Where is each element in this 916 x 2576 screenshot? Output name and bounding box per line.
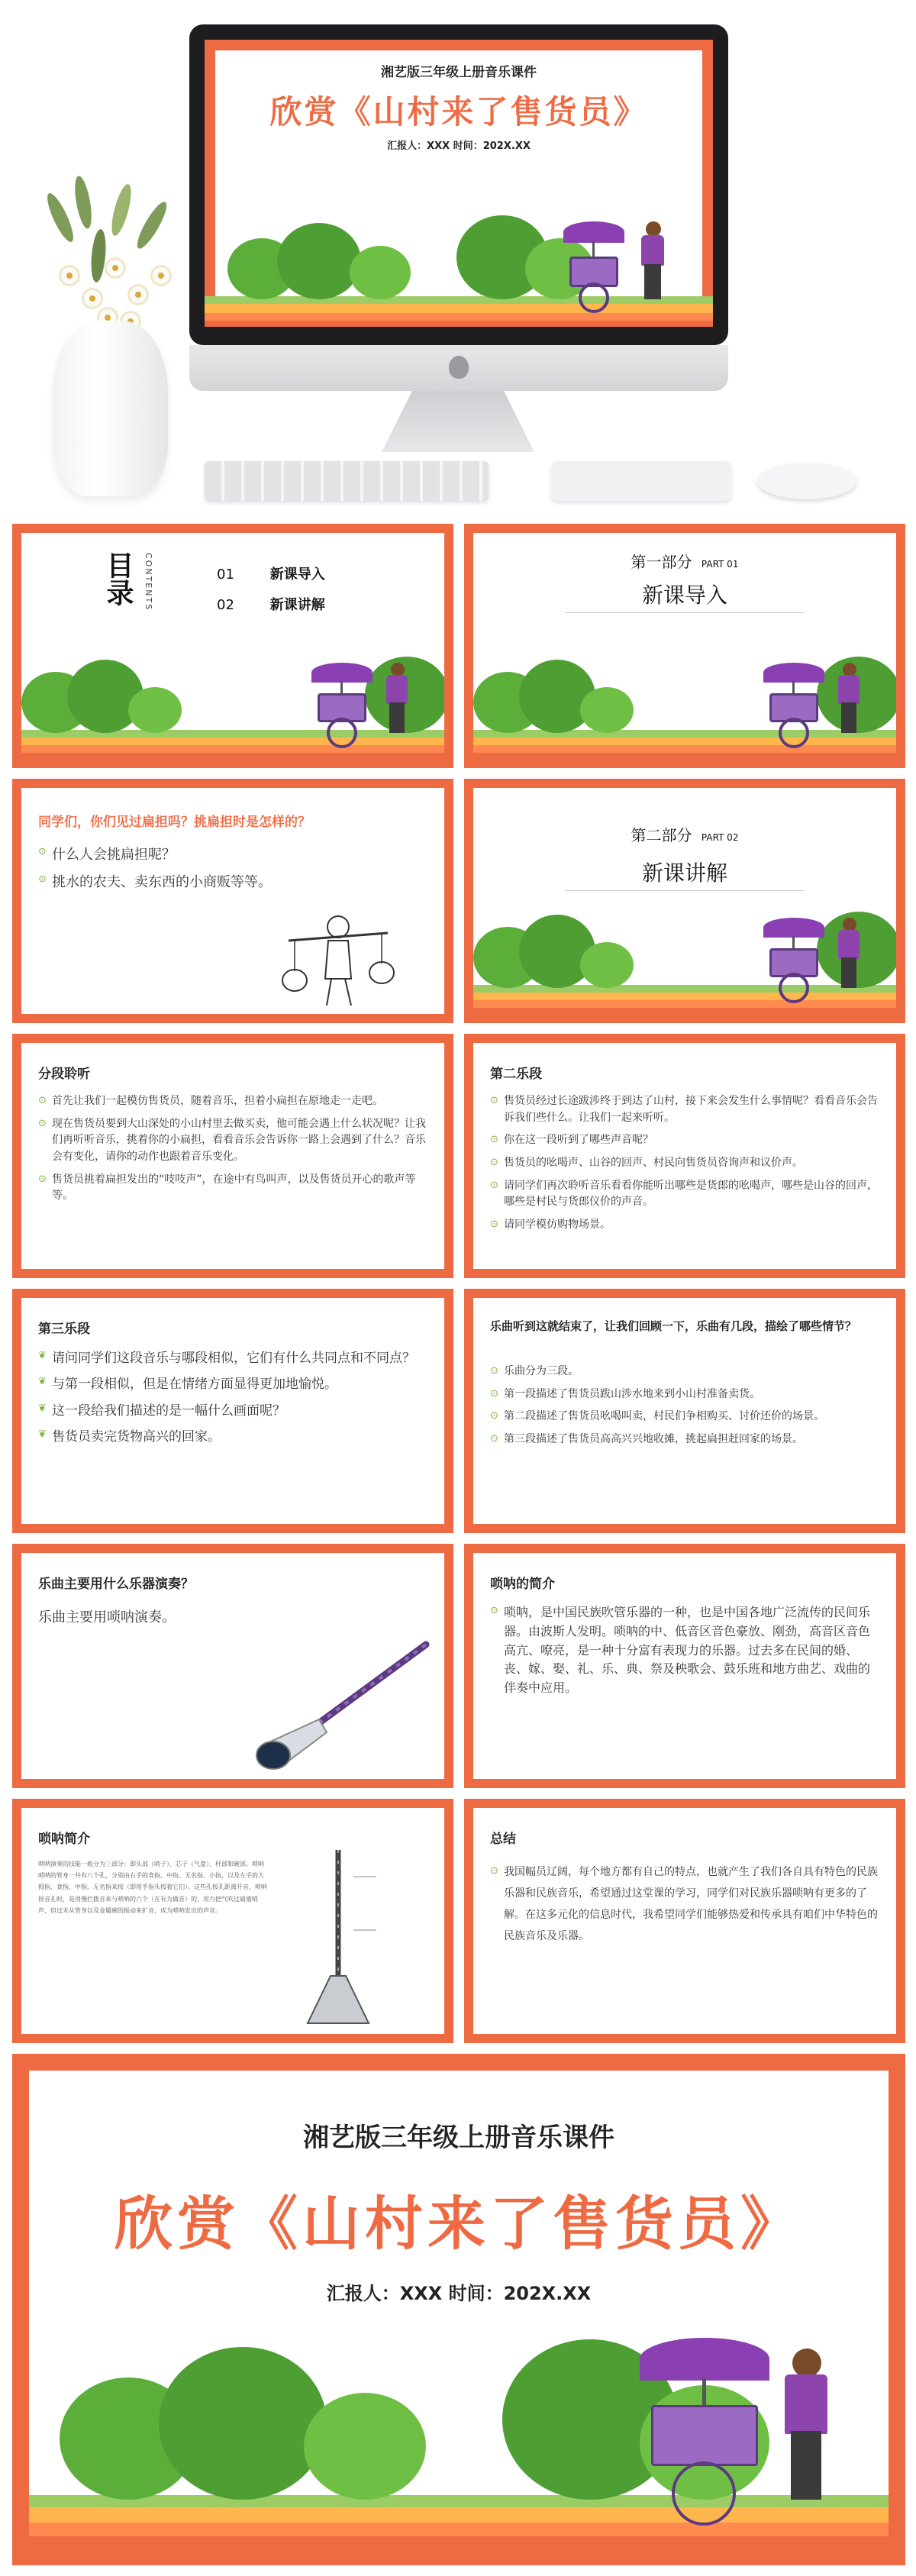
toc-item-num: 02 [217, 597, 234, 613]
slide-instrument [12, 1544, 453, 1788]
slide-ending [12, 2054, 905, 2565]
hero-mockup [0, 0, 916, 512]
third-heading: 第三乐段 [38, 1322, 90, 1337]
intro-bullet: ⊙ 挑水的农夫、卖东西的小商贩等等。 [38, 872, 435, 893]
review-bullet: ⊙ 乐曲分为三段。 [490, 1364, 879, 1380]
listen-bullets [38, 1093, 427, 1211]
slide-listen [12, 1034, 453, 1278]
conclusion-heading: 总结 [490, 1832, 516, 1847]
toc-scene [21, 644, 444, 759]
third-bullet: ❦ 售货员卖完货物高兴的回家。 [38, 1427, 427, 1447]
third-bullet: ❦ 这一段给我们描述的是一幅什么画面呢？ [38, 1401, 427, 1421]
part2-divider [565, 890, 805, 891]
part1-label [473, 550, 896, 572]
part2-label [473, 823, 896, 845]
review-bullet: ⊙ 第三段描述了售货员高高兴兴地收摊，挑起扁担赶回家的场景。 [490, 1432, 879, 1448]
third-bullet: ❦ 请问同学们这段音乐与哪段相似，它们有什么共同点和不同点？ [38, 1348, 427, 1368]
part1-divider [565, 612, 805, 613]
ending-scene [29, 2304, 889, 2549]
part1-title: 新课导入 [641, 583, 727, 608]
suona-intro-heading: 唢呐的简介 [490, 1577, 555, 1592]
part2-label-en: PART 02 [701, 832, 739, 843]
review-bullet: ⊙ 第二段描述了售货员吆喝叫卖，村民们争相购买、讨价还价的场景。 [490, 1409, 879, 1425]
vase-decoration [53, 321, 168, 496]
second-bullets [490, 1093, 879, 1240]
monitor-screen [205, 40, 713, 327]
third-bullets [38, 1348, 427, 1453]
intro-bullet: ⊙ 什么人会挑扁担呢？ [38, 844, 435, 866]
listen-heading: 分段聆听 [38, 1067, 90, 1082]
apple-logo-icon [449, 356, 469, 379]
conclusion-text-wrap [490, 1861, 879, 1953]
suona-brief-text: 唢呐演奏的技能一般分为三部分：即头部（哨子）、芯子（气盘）、杆部和碗部。唢呐唢呐的管身一共有八个孔，分别由右手的食指、中指、无名指、小指，以及左手的大拇指、食指、中指、无名指来按（即用手指头按着它们）。这些孔按孔距离开音，唢呐按音孔时，是用慢拦拨音来与唢呐的六个（在有为做音）的，用力把气吹过扁塞哨声，但过未从管身以及金属碗的振动来扩音，成为唢呐发出的声音。 [38, 1861, 267, 1914]
second-bullet: ⊙ 售货员的吆喝声、山谷的回声、村民向售货员咨询声和议价声。 [490, 1155, 879, 1172]
review-bullet: ⊙ 第一段描述了售货员跋山涉水地来到小山村准备卖货。 [490, 1386, 879, 1403]
carrying-pole-boy-illustration [281, 910, 395, 1009]
second-bullet: ⊙ 请同学们再次聆听音乐看看你能听出哪些是货郎的吆喝声，哪些是山谷的回声，哪些是村民与货郎仪价的声音。 [490, 1178, 879, 1211]
ending-reporter: 汇报人：XXX 时间：202X.XX [326, 2283, 592, 2304]
part1-scene [473, 644, 896, 759]
intro-bullets [38, 844, 435, 899]
toc-title-en: CONTENTS [144, 553, 153, 612]
second-bullet: ⊙ 请同学模仿购物场景。 [490, 1217, 879, 1234]
toc-item-label: 新课导入 [269, 567, 325, 583]
toc-item-label: 新课讲解 [269, 597, 325, 613]
hero-scene [205, 197, 713, 327]
review-heading: 乐曲听到这就结束了，让我们回顾一下，乐曲有几段，描绘了哪些情节？ [490, 1319, 857, 1333]
ending-subtitle: 湘艺版三年级上册音乐课件 [303, 2122, 614, 2153]
toc-item[interactable] [217, 594, 325, 614]
hero-reporter: 汇报人：XXX 时间：202X.XX [387, 140, 531, 152]
instrument-heading: 乐曲主要用什么乐器演奏？ [38, 1577, 194, 1592]
part1-label-en: PART 01 [701, 559, 739, 570]
toc-item[interactable] [217, 563, 325, 583]
hero-subtitle: 湘艺版三年级上册音乐课件 [381, 65, 537, 80]
conclusion-text: ⊙ 我国幅员辽阔，每个地方都有自己的特点，也就产生了我们各自具有特色的民族乐器和民族音乐，希望通过这堂课的学习，同学们对民族乐器唢呐有更多的了解。在这多元化的信息时代，我希望同学们能够热爱和传承具有咱们中华特色的民族音乐及乐器。 [490, 1861, 879, 1947]
listen-bullet: ⊙ 售货员挑着扁担发出的“吱吱声”，在途中有鸟叫声，以及售货员开心的歌声等等。 [38, 1172, 427, 1205]
third-bullet: ❦ 与第一段相似，但是在情绪方面显得更加地愉悦。 [38, 1374, 427, 1394]
part2-label-cn: 第二部分 [631, 826, 692, 844]
keyboard [205, 461, 489, 501]
slide-third [12, 1289, 453, 1533]
listen-bullet: ⊙ 现在售货员要到大山深处的小山村里去做买卖，他可能会遇上什么状况呢？让我们再听听音乐，挑着你的小扁担，看看音乐会告诉你一路上会遇到了什么？音乐会有变化，请你的动作也跟着音乐变化。 [38, 1116, 427, 1166]
second-bullet: ⊙ 售货员经过长途跋涉终于到达了山村，接下来会发生什么事情呢？看看音乐会告诉我们些什么。让我们一起来听听。 [490, 1093, 879, 1126]
suona-brief-heading: 唢呐简介 [38, 1832, 90, 1847]
slide-suona-intro [464, 1544, 905, 1788]
slide-review [464, 1289, 905, 1533]
toc-title: 目录 [102, 551, 134, 606]
slide-part1 [464, 524, 905, 768]
slide-part2 [464, 779, 905, 1023]
suona-intro-text-wrap [490, 1603, 879, 1704]
listen-bullet: ⊙ 首先让我们一起模仿售货员，随着音乐，担着小扁担在原地走一走吧。 [38, 1093, 427, 1110]
hero-title: 欣赏《山村来了售货员》 [269, 93, 648, 131]
mouse [757, 463, 856, 499]
ending-title: 欣赏《山村来了售货员》 [114, 2190, 803, 2258]
suona-illustration [250, 1637, 434, 1774]
part1-label-cn: 第一部分 [631, 553, 692, 571]
part2-title: 新课讲解 [641, 860, 727, 886]
slide-conclusion [464, 1799, 905, 2043]
toc-item-num: 01 [217, 567, 234, 583]
intro-question: 同学们，你们见过扁担吗？挑扁担时是怎样的？ [38, 815, 311, 830]
flower-plant-decoration [31, 176, 206, 344]
slide-toc [12, 524, 453, 768]
slide-second [464, 1034, 905, 1278]
slide-intro [12, 779, 453, 1023]
slide-suona-brief [12, 1799, 453, 2043]
suona-diagram-illustration [296, 1846, 380, 2029]
part2-scene [473, 899, 896, 1014]
second-heading: 第二乐段 [490, 1067, 542, 1082]
instrument-text: 乐曲主要用唢呐演奏。 [38, 1609, 176, 1625]
suona-intro-text: ⊙ 唢呐，是中国民族吹管乐器的一种，也是中国各地广泛流传的民间乐器。由波斯人发明。唢呐的中、低音区音色豪放、刚劲，高音区音色高亢、嘹亮，是一种十分富有表现力的乐器。过去多在民间的婚、丧、嫁、娶、礼、乐、典、祭及秧歌会、鼓乐班和地方曲艺、戏曲的伴奏中应用。 [490, 1603, 879, 1698]
monitor [189, 24, 728, 345]
second-bullet: ⊙ 你在这一段听到了哪些声音呢？ [490, 1132, 879, 1149]
monitor-stand [382, 391, 534, 452]
review-bullets [490, 1364, 879, 1454]
trackpad [551, 461, 731, 501]
